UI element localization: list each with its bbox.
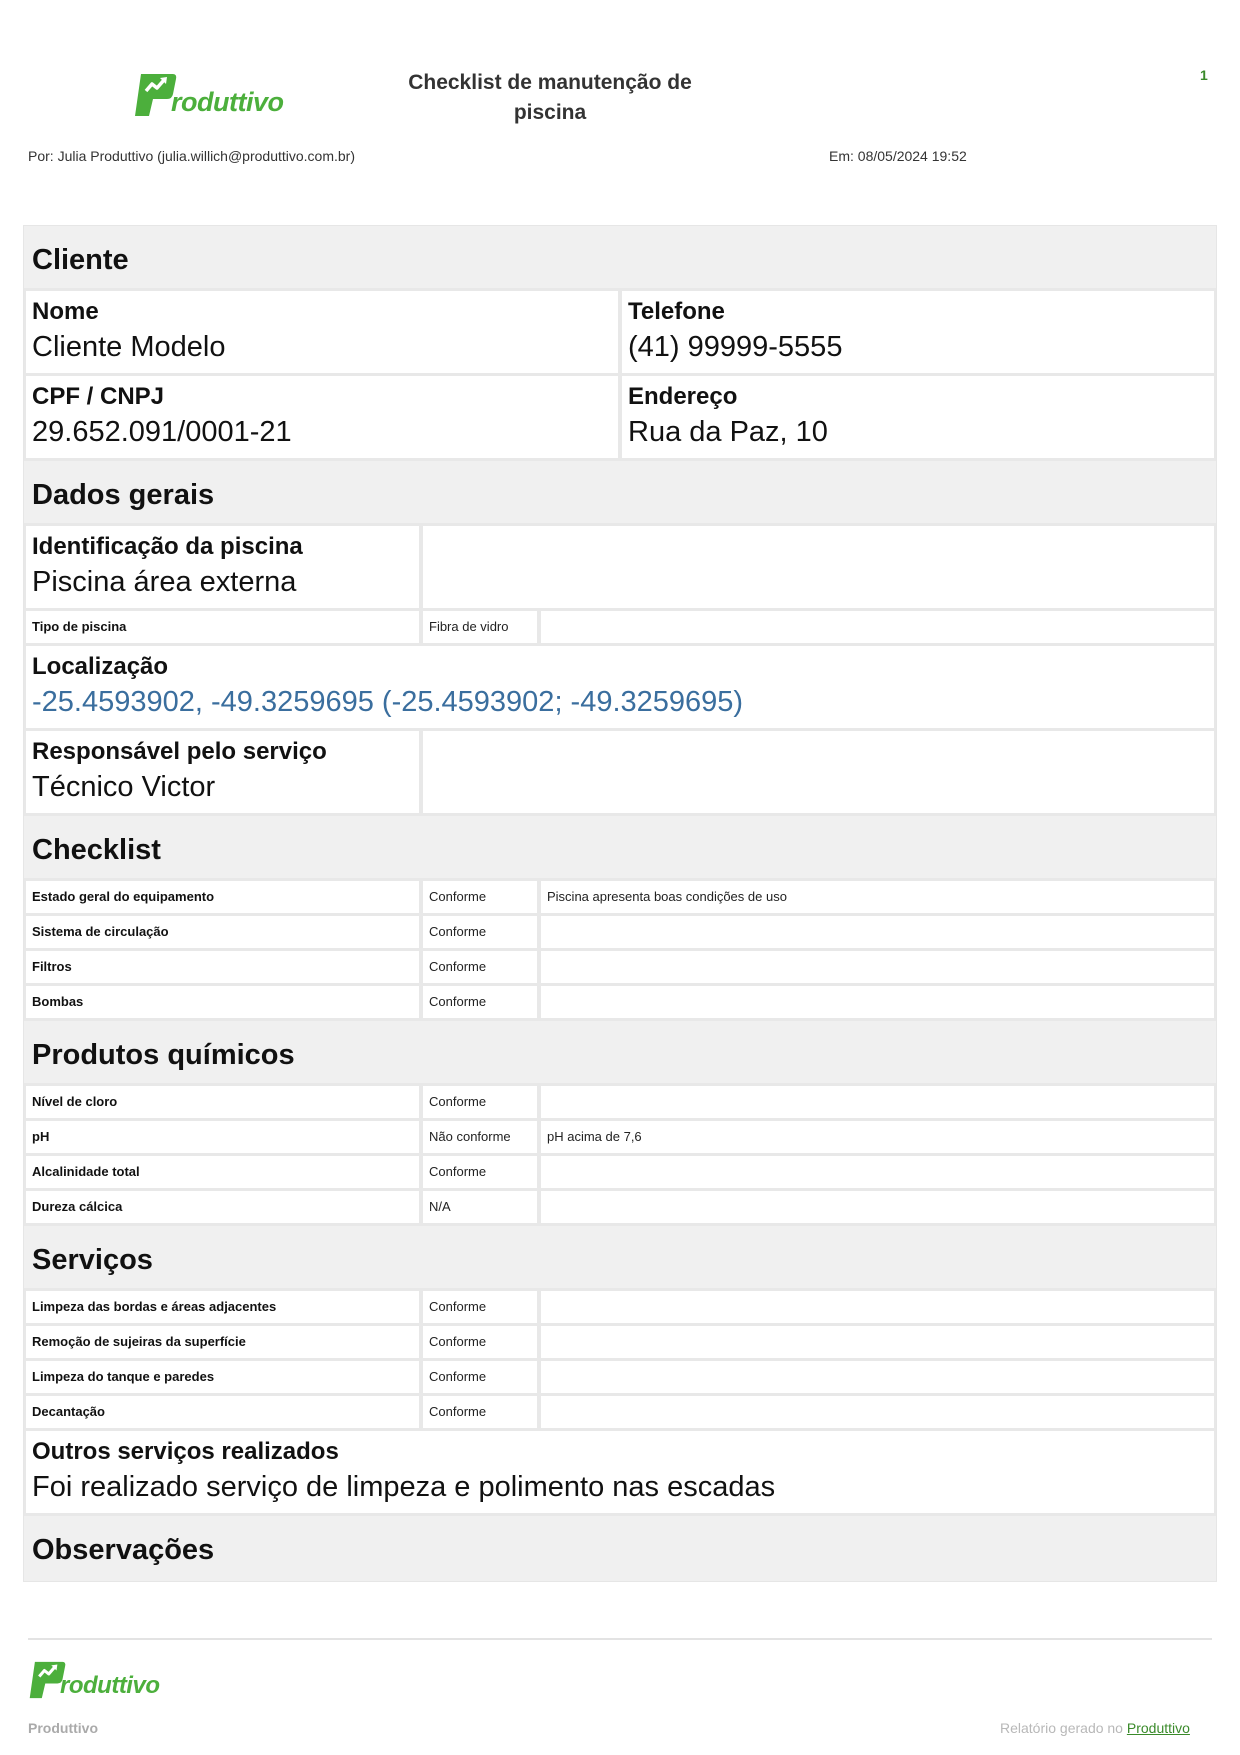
status-value: Conforme: [421, 1156, 539, 1188]
item-label: Filtros: [24, 951, 421, 983]
produttivo-logo: [133, 72, 283, 118]
table-row: [24, 1121, 1216, 1156]
table-row: [24, 1361, 1216, 1396]
note-value: [539, 916, 1216, 948]
table-row: [24, 1291, 1216, 1326]
status-value: Conforme: [421, 1086, 539, 1118]
field-value: Piscina área externa: [32, 566, 297, 598]
field-responsavel: [24, 731, 421, 813]
table-row: [24, 1396, 1216, 1431]
table-row: [24, 1086, 1216, 1121]
note-value: [539, 1396, 1216, 1428]
field-localizacao: [24, 646, 1216, 728]
field-label: CPF / CNPJ: [32, 383, 165, 410]
dados-row-identificacao: [24, 526, 1216, 611]
note-value: pH acima de 7,6: [539, 1121, 1216, 1153]
table-row: [24, 1156, 1216, 1191]
section-title-observacoes: Observações: [24, 1516, 1216, 1581]
section-title-cliente: Cliente: [24, 226, 1216, 291]
table-row: [24, 986, 1216, 1021]
item-label: Remoção de sujeiras da superfície: [24, 1326, 421, 1358]
table-row: [24, 881, 1216, 916]
footer-company: Produttivo: [28, 1720, 98, 1736]
field-label: Responsável pelo serviço: [32, 738, 327, 765]
field-value: Técnico Victor: [32, 771, 216, 803]
tipo-note: [539, 611, 1216, 643]
field-cpf-cnpj: [24, 376, 620, 458]
status-value: Conforme: [421, 1361, 539, 1393]
cliente-row-1: [24, 291, 1216, 376]
status-value: N/A: [421, 1191, 539, 1223]
footer-divider: [28, 1638, 1212, 1640]
dados-row-tipo: [24, 611, 1216, 646]
logo-wordmark: roduttivo: [60, 1672, 160, 1699]
item-label: pH: [24, 1121, 421, 1153]
item-label: Bombas: [24, 986, 421, 1018]
field-label: Endereço: [628, 383, 738, 410]
servicos-row-outros: [24, 1431, 1216, 1516]
field-label: Telefone: [628, 298, 725, 325]
field-outros-servicos: [24, 1431, 1216, 1513]
field-value: (41) 99999-5555: [628, 331, 843, 363]
note-value: [539, 1086, 1216, 1118]
page-number: 1: [1200, 67, 1208, 83]
generated-prefix: Relatório gerado no: [1000, 1720, 1127, 1736]
cliente-row-2: [24, 376, 1216, 461]
tipo-label: Tipo de piscina: [24, 611, 421, 643]
note-value: [539, 1361, 1216, 1393]
author-line: Por: Julia Produttivo (julia.willich@produttivo.com.br): [28, 148, 355, 164]
field-value: Foi realizado serviço de limpeza e polimento nas escadas: [32, 1471, 776, 1503]
note-value: [539, 1291, 1216, 1323]
field-label: Nome: [32, 298, 99, 325]
location-link[interactable]: -25.4593902, -49.3259695 (-25.4593902; -49.3259695): [32, 686, 744, 718]
empty-cell: [421, 731, 1216, 813]
section-title-produtos-quimicos: Produtos químicos: [24, 1021, 1216, 1086]
note-value: [539, 1191, 1216, 1223]
field-value: 29.652.091/0001-21: [32, 416, 292, 448]
note-value: [539, 951, 1216, 983]
footer-logo: [28, 1660, 159, 1700]
item-label: Sistema de circulação: [24, 916, 421, 948]
note-value: [539, 1326, 1216, 1358]
status-value: Conforme: [421, 1396, 539, 1428]
table-row: [24, 1326, 1216, 1361]
field-endereco: [620, 376, 1216, 458]
note-value: [539, 1156, 1216, 1188]
field-identificacao: [24, 526, 421, 608]
field-telefone: [620, 291, 1216, 373]
table-row: [24, 1191, 1216, 1226]
item-label: Estado geral do equipamento: [24, 881, 421, 913]
section-title-dados-gerais: Dados gerais: [24, 461, 1216, 526]
section-title-checklist: Checklist: [24, 816, 1216, 881]
status-value: Conforme: [421, 951, 539, 983]
status-value: Conforme: [421, 916, 539, 948]
date-line: Em: 08/05/2024 19:52: [829, 148, 967, 164]
status-value: Conforme: [421, 986, 539, 1018]
logo-wordmark: roduttivo: [171, 87, 284, 117]
item-label: Dureza cálcica: [24, 1191, 421, 1223]
section-title-servicos: Serviços: [24, 1226, 1216, 1291]
item-label: Decantação: [24, 1396, 421, 1428]
dados-row-localizacao: [24, 646, 1216, 731]
note-value: [539, 986, 1216, 1018]
field-value: Cliente Modelo: [32, 331, 226, 363]
document-title: Checklist de manutenção de piscina: [408, 71, 692, 124]
item-label: Nível de cloro: [24, 1086, 421, 1118]
item-label: Alcalinidade total: [24, 1156, 421, 1188]
dados-row-responsavel: [24, 731, 1216, 816]
field-label: Localização: [32, 653, 169, 680]
note-value: Piscina apresenta boas condições de uso: [539, 881, 1216, 913]
report-body: [23, 225, 1217, 1582]
table-row: [24, 951, 1216, 986]
field-label: Outros serviços realizados: [32, 1438, 339, 1465]
footer-generated-by: [1000, 1720, 1190, 1736]
item-label: Limpeza do tanque e paredes: [24, 1361, 421, 1393]
item-label: Limpeza das bordas e áreas adjacentes: [24, 1291, 421, 1323]
empty-cell: [421, 526, 1216, 608]
field-value: Rua da Paz, 10: [628, 416, 828, 448]
table-row: [24, 916, 1216, 951]
field-label: Identificação da piscina: [32, 533, 303, 560]
produttivo-link[interactable]: Produttivo: [1126, 1720, 1190, 1736]
status-value: Conforme: [421, 1291, 539, 1323]
status-value: Não conforme: [421, 1121, 539, 1153]
report-header: [0, 0, 1240, 200]
tipo-value: Fibra de vidro: [421, 611, 539, 643]
status-value: Conforme: [421, 881, 539, 913]
status-value: Conforme: [421, 1326, 539, 1358]
field-nome: [24, 291, 620, 373]
